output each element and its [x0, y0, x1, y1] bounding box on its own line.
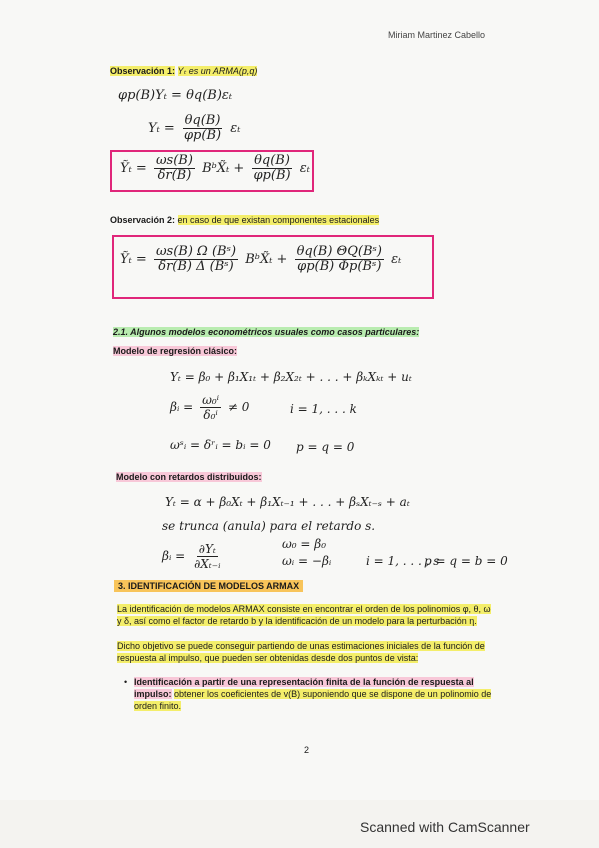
section3-para2-text: Dicho objetivo se puede conseguir partiendo de unas estimaciones iniciales de la función de respuesta al impulso, que pueden ser obtenidas desde dos puntos de vista:: [117, 641, 485, 663]
camscanner-watermark: Scanned with CamScanner: [360, 819, 530, 835]
modelo1-eq1: Yₜ = β₀ + β₁X₁ₜ + β₂X₂ₜ + . . . + βₖXₖₜ + uₜ: [170, 370, 412, 384]
modelo2-title: Modelo con retardos distribuidos:: [116, 472, 262, 482]
eq-rhs: ≠ 0: [227, 400, 250, 414]
fraction: [295, 245, 384, 274]
author-name: Miriam Martinez Cabello: [388, 30, 486, 40]
fraction: [192, 542, 222, 571]
section3-bullet1: [124, 676, 492, 712]
fraction: [182, 114, 223, 143]
modelo2-eq3-cond: p = q = b = 0: [424, 554, 508, 568]
eq-lhs: βᵢ =: [162, 549, 186, 563]
observacion1-boxed-eq: [120, 154, 310, 183]
section21-title: 2.1. Algunos modelos econométricos usuales como casos particulares:: [113, 327, 420, 337]
section3-para1: [117, 603, 492, 627]
modelo2-eq1: Yₜ = α + β₀Xₜ + β₁Xₜ₋₁ + . . . + βₛXₜ₋ₛ + aₜ: [165, 495, 410, 509]
fraction-numerator: ωs(B) Ω (Bˢ): [155, 244, 237, 259]
fraction: [200, 393, 221, 422]
bullet-dot-icon: •: [124, 677, 128, 687]
modelo2-eq2: se trunca (anula) para el retardo s.: [162, 519, 376, 533]
section3-title: 3. IDENTIFICACIÓN DE MODELOS ARMAX: [114, 580, 303, 592]
modelo2-eq3-range: i = 1, . . . , s: [366, 554, 440, 568]
bullet1-rest: obtener los coeficientes de v(B) suponiendo que se dispone de un polinomio de orden finito.: [134, 689, 492, 711]
fraction-denominator: φp(B) Φp(Bˢ): [297, 259, 382, 274]
observacion2-text: en caso de que existan componentes estacionales: [177, 215, 380, 225]
fraction: [154, 245, 238, 274]
modelo2-eq3a: ω₀ = β₀: [282, 537, 327, 551]
fraction: [154, 154, 195, 183]
eq-end: εₜ: [299, 161, 310, 176]
eq-lhs: Yₜ =: [148, 121, 175, 136]
fraction-denominator: φp(B): [183, 128, 222, 143]
bullet1-highlight: Identificación a partir de una representación finita de la función de respuesta al impulso:: [134, 677, 474, 699]
fraction-numerator: ω₀ⁱ: [202, 393, 220, 407]
fraction-denominator: δr(B) Δ (Bˢ): [158, 259, 234, 274]
modelo1-eq2: [170, 393, 249, 422]
modelo1-eq2-range: i = 1, . . . k: [290, 402, 357, 416]
observacion1-eq1: φp(B)Yₜ = θq(B)εₜ: [118, 88, 233, 103]
fraction-denominator: δ₀ⁱ: [203, 408, 218, 422]
eq-middle: BᵇX̃ₜ +: [202, 161, 245, 176]
fraction: [251, 154, 292, 183]
fraction-numerator: θq(B) ΘQ(Bˢ): [296, 244, 382, 259]
observacion1-eq2: [148, 114, 240, 143]
observacion2-boxed-eq: [120, 245, 401, 274]
modelo2-eq3: [162, 542, 226, 571]
page-number: 2: [304, 745, 310, 755]
observacion1-title: Yₜ es un ARMA(p,q): [177, 66, 258, 76]
fraction-numerator: ωs(B): [155, 153, 193, 168]
eq-lhs: Ỹₜ =: [120, 252, 147, 267]
modelo1-eq3-cond: p = q = 0: [296, 440, 355, 454]
observacion2-heading: [110, 215, 379, 225]
eq-end: εₜ: [391, 252, 402, 267]
eq-lhs: Ỹₜ =: [120, 161, 147, 176]
fraction-denominator: φp(B): [253, 168, 291, 183]
observacion1-label: Observación 1:: [110, 66, 176, 76]
eq-rhs: εₜ: [230, 121, 241, 136]
eq-lhs: βᵢ =: [170, 400, 194, 414]
fraction-denominator: δr(B): [157, 168, 192, 183]
fraction-numerator: θq(B): [254, 153, 290, 168]
eq-middle: BᵇX̃ₜ +: [245, 252, 288, 267]
observacion1-heading: [110, 66, 257, 77]
fraction-numerator: θq(B): [184, 113, 221, 128]
fraction-numerator: ∂Yₜ: [198, 542, 216, 556]
modelo1-eq3: ωˢᵢ = δʳᵢ = bᵢ = 0: [170, 438, 271, 452]
modelo2-eq3b: ωᵢ = −βᵢ: [282, 554, 332, 568]
observacion2-label: Observación 2:: [110, 215, 176, 225]
modelo1-title: Modelo de regresión clásico:: [113, 346, 238, 356]
fraction-denominator: ∂Xₜ₋ᵢ: [194, 557, 221, 571]
section3-para2: [117, 640, 492, 664]
section3-para1-text: La identificación de modelos ARMAX consiste en encontrar el orden de los polinomios φ, θ, ω y δ, así como el factor de retardo b y la identificación de un modelo para la perturbación η.: [117, 604, 491, 626]
